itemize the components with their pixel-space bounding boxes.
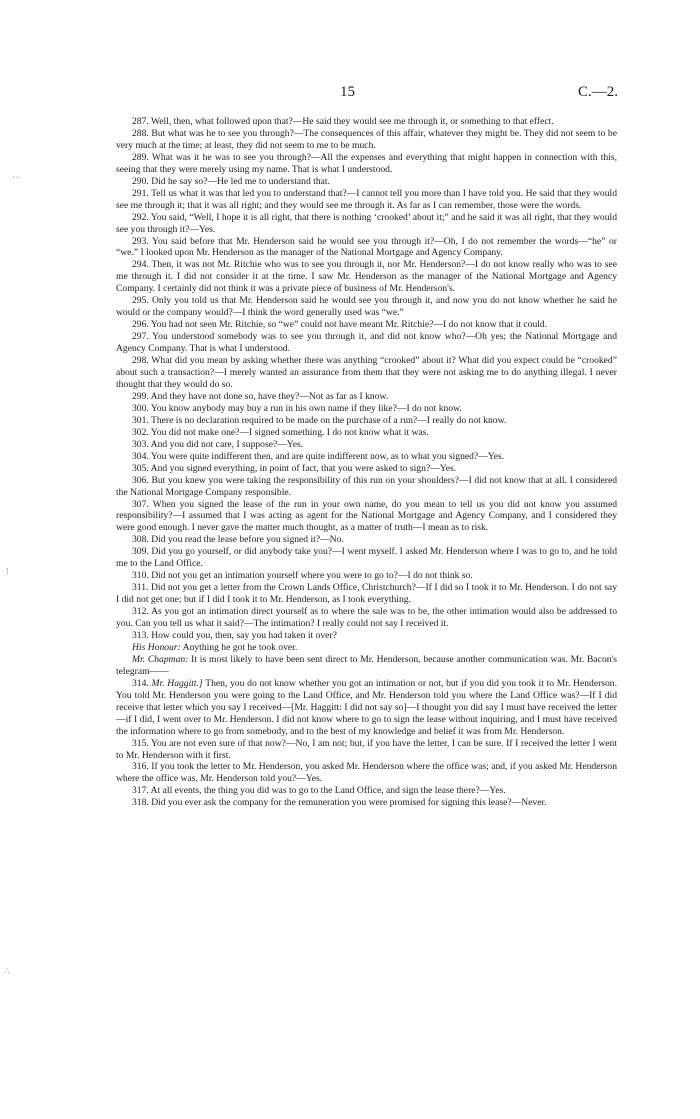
- testimony-paragraph: [116, 642, 617, 654]
- margin-scan-mark: ∴: [4, 966, 10, 976]
- paragraph-text: 316. If you took the letter to Mr. Henderson, you asked Mr. Henderson where the office was; and, if you asked Mr. Henderson where the office was, Mr. Henderson told you?—Yes.: [116, 761, 617, 785]
- question-number: 314.: [132, 677, 152, 689]
- testimony-paragraph: [116, 678, 617, 738]
- testimony-paragraph: [116, 439, 617, 451]
- testimony-paragraph: [116, 259, 617, 295]
- margin-scan-mark: ⁝: [6, 566, 9, 576]
- paragraph-text: 313. How could you, then, say you had taken it over?: [132, 629, 337, 641]
- testimony-paragraph: [116, 355, 617, 391]
- testimony-paragraph: [116, 176, 617, 188]
- paragraph-text: 294. Then, it was not Mr. Ritchie who was to see you through it, nor Mr. Henderson?—I do not know really who was to see me through it. I did not consider it at the time. I saw Mr. Henderson as the manager of the National Mortgage and Agency Company. I certainly did not think it was a private piece of business of Mr. Henderson's.: [116, 259, 617, 295]
- paragraph-text: 299. And they have not done so, have they?—Not as far as I know.: [132, 390, 389, 402]
- paragraph-text: Then, you do not know whether you got an intimation or not, but if you did you took it to Mr. Henderson. You told Mr. Henderson you were going to the Land Office, and Mr. Henderson told you where the Land Office was?—If I did receive that letter which you say I received—[Mr. Haggitt: I did not say so]—I thought you did say I must have received the letter—if I did, I went over to Mr. Henderson. I did not know where to go to sign the lease without inquiring, and I must have received the information where to go from somebody, and to the best of my knowledge and belief it was from Mr. Henderson.: [116, 677, 617, 737]
- speaker-label: His Honour:: [132, 641, 181, 653]
- testimony-paragraph: [116, 451, 617, 463]
- testimony-paragraph: [116, 738, 617, 762]
- paragraph-text: 289. What was it he was to see you through?—All the expenses and everything that might happen in connection with this, seeing that they were merely using my name. That is what I understood.: [116, 151, 617, 175]
- testimony-paragraph: [116, 463, 617, 475]
- testimony-paragraph: [116, 415, 617, 427]
- paragraph-text: 296. You had not seen Mr. Ritchie, so “we” could not have meant Mr. Ritchie?—I do not know that it could.: [132, 319, 548, 331]
- margin-scan-mark: ·−: [12, 172, 21, 182]
- paragraph-text: 288. But what was he to see you through?—The consequences of this affair, whatever they might be. They did not seem to be very much at the time; at least, they did not seem to me to be much.: [116, 127, 617, 151]
- testimony-paragraph: [116, 546, 617, 570]
- paragraph-text: 298. What did you mean by asking whether there was anything “crooked” about it? What did you expect could be “crooked” about such a transaction?—I merely wanted an assurance from them that they were not asking me to do anything illegal. I never thought that they would do so.: [116, 355, 617, 390]
- testimony-paragraph: [116, 295, 617, 319]
- speaker-label: Mr. Chapman:: [132, 653, 189, 665]
- paragraph-text: 302. You did not make one?—I signed something. I do not know what it was.: [132, 426, 429, 438]
- paragraph-text: 304. You were quite indifferent then, and are quite indifferent now, as to what you signed?—Yes.: [132, 450, 505, 462]
- testimony-paragraph: [116, 403, 617, 415]
- paragraph-text: 287. Well, then, what followed upon that?—He said they would see me through it, or something to that effect.: [132, 116, 554, 127]
- testimony-paragraph: [116, 654, 617, 678]
- testimony-paragraph: [116, 797, 617, 809]
- paragraph-text: 317. At all events, the thing you did was to go to the Land Office, and sign the lease there?—Yes.: [132, 785, 506, 797]
- paragraph-text: 315. You are not even sure of that now?—No, I am not; but, if you have the letter, I can be sure. If I received the letter I went to Mr. Henderson with it first.: [116, 737, 617, 761]
- speaker-label: Mr. Haggitt.]: [151, 677, 203, 689]
- testimony-paragraph: [116, 391, 617, 403]
- paragraph-text: 291. Tell us what it was that led you to understand that?—I cannot tell you more than I have told you. He said that they would see me through it; that it was all right; and they would see me through it. As far as I can remember, those were the words.: [116, 187, 617, 211]
- paragraph-text: 312. As you got an intimation direct yourself as to where the sale was to be, the other intimation would also be addressed to you. Can you tell us what it said?—The intimation? I really could not say I received it.: [116, 606, 617, 630]
- testimony-paragraph: [116, 331, 617, 355]
- testimony-paragraph: [116, 761, 617, 785]
- testimony-paragraph: [116, 534, 617, 546]
- page-number: 15: [340, 84, 355, 100]
- paragraph-text: 295. Only you told us that Mr. Henderson said he would see you through it, and now you do not know whether he said he would or the company would?—I think the word generally used was “we.”: [116, 295, 617, 319]
- testimony-paragraph: [116, 236, 617, 260]
- paragraph-text: 300. You know anybody may buy a run in his own name if they like?—I do not know.: [132, 402, 462, 414]
- paragraph-text: 305. And you signed everything, in point of fact, that you were asked to sign?—Yes.: [132, 462, 457, 474]
- testimony-paragraph: [116, 785, 617, 797]
- paragraph-text: 297. You understood somebody was to see you through it, and did not know who?—Oh yes; the National Mortgage and Agency Company. That is what I understood.: [116, 331, 617, 355]
- testimony-paragraph: [116, 152, 617, 176]
- testimony-paragraph: [116, 116, 617, 128]
- testimony-paragraph: [116, 212, 617, 236]
- paragraph-text: 306. But you knew you were taking the responsibility of this run on your shoulders?—I did not know that at all. I considered the National Mortgage Company responsible.: [116, 474, 617, 498]
- paragraph-text: 309. Did you go yourself, or did anybody take you?—I went myself. I asked Mr. Henderson where I was to go to, and he told me to the Land Office.: [116, 546, 617, 570]
- paragraph-text: 303. And you did not care, I suppose?—Yes.: [132, 438, 304, 450]
- paragraph-text: 301. There is no declaration required to be made on the purchase of a run?—I really do not know.: [132, 414, 507, 426]
- paragraph-text: Anything he got he took over.: [180, 641, 298, 653]
- testimony-paragraph: [116, 630, 617, 642]
- testimony-paragraph: [116, 427, 617, 439]
- paragraph-text: It is most likely to have been sent direct to Mr. Henderson, because another communication was. Mr. Bacon's telegram——: [116, 653, 617, 677]
- testimony-paragraph: [116, 606, 617, 630]
- testimony-body: [116, 116, 617, 809]
- testimony-paragraph: [116, 570, 617, 582]
- testimony-paragraph: [116, 582, 617, 606]
- paragraph-text: 311. Did not you get a letter from the Crown Lands Office, Christchurch?—If I did so I took it to Mr. Henderson. I do not say I did not get one; but if I did I took it to Mr. Henderson, as I took everything.: [116, 582, 617, 606]
- paragraph-text: 308. Did you read the lease before you signed it?—No.: [132, 534, 344, 546]
- paragraph-text: 290. Did he say so?—He led me to understand that.: [132, 175, 330, 187]
- paragraph-text: 293. You said before that Mr. Henderson said he would see you through it?—Oh, I do not remember the words—“he” or “we.” I looked upon Mr. Henderson as the manager of the National Mortgage and Agency Company.: [116, 235, 617, 259]
- testimony-paragraph: [116, 499, 617, 535]
- testimony-paragraph: [116, 319, 617, 331]
- testimony-paragraph: [116, 188, 617, 212]
- page-header: [0, 84, 700, 104]
- paragraph-text: 310. Did not you get an intimation yourself where you were to go to?—I do not think so.: [132, 570, 473, 582]
- paragraph-text: 307. When you signed the lease of the run in your own name, do you mean to tell us you did not know you assumed responsibility?—I assumed that I was acting as agent for the National Mortgage and Agency Company, and I considered they were good enough. I never gave the matter much thought, as a matter of truth—I mean as to risk.: [116, 498, 617, 534]
- testimony-paragraph: [116, 475, 617, 499]
- document-reference: C.—2.: [577, 84, 618, 100]
- paragraph-text: 318. Did you ever ask the company for the remuneration you were promised for signing this lease?—Never.: [132, 797, 547, 809]
- testimony-paragraph: [116, 128, 617, 152]
- paragraph-text: 292. You said, “Well, I hope it is all right, that there is nothing ‘crooked’ about it;” and he said it was all right, that they would see you through it?—Yes.: [116, 211, 617, 235]
